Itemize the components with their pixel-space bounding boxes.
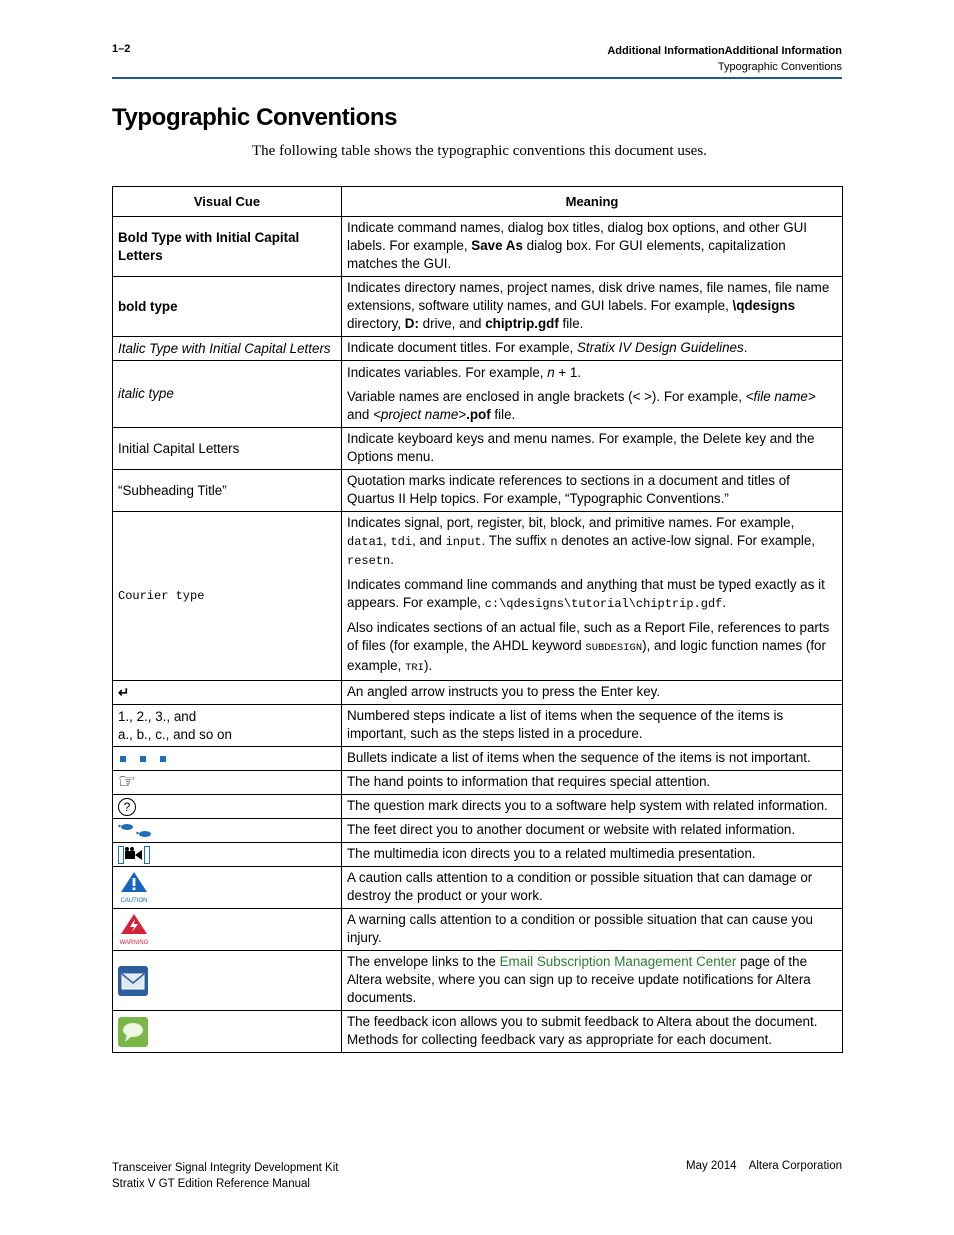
meaning-hand: The hand points to information that requires special attention.: [342, 771, 843, 795]
meaning-warning: A warning calls attention to a condition or possible situation that can cause you injury.: [342, 909, 843, 951]
meaning-italic-initial: Indicate document titles. For example, Stratix IV Design Guidelines.: [342, 337, 843, 361]
envelope-icon[interactable]: [118, 966, 148, 996]
table-row: [113, 428, 843, 470]
cue-bold-initial: Bold Type with Initial Capital Letters: [113, 217, 342, 277]
footer-right: May 2014 Altera Corporation: [686, 1160, 842, 1172]
column-header-meaning: Meaning: [342, 187, 843, 217]
running-header: [607, 43, 842, 75]
section-title: Typographic Conventions: [112, 104, 398, 131]
table-row: [113, 681, 843, 705]
table-row: [113, 867, 843, 909]
warning-icon: WARNING: [118, 913, 150, 947]
table-row: [113, 909, 843, 951]
table-row: [113, 277, 843, 337]
meaning-bold-type: Indicates directory names, project names, disk drive names, file names, file name extensions, software utility names, and GUI labels. For example, \qdesigns directory, D: drive, and chiptrip.gdf file.: [342, 277, 843, 337]
meaning-question: The question mark directs you to a software help system with related information.: [342, 795, 843, 819]
caution-icon: CAUTION: [118, 871, 150, 905]
table-row: [113, 512, 843, 681]
table-row: [113, 361, 843, 428]
cue-italic-type: italic type: [113, 361, 342, 428]
table-row: [113, 843, 843, 867]
table-header-row: [113, 187, 843, 217]
column-header-visual-cue: Visual Cue: [113, 187, 342, 217]
running-header-title: Additional InformationAdditional Information: [607, 45, 842, 57]
table-row: [113, 217, 843, 277]
cue-caution: [113, 867, 342, 909]
multimedia-icon: [118, 846, 150, 864]
footer-doc-subtitle: Stratix V GT Edition Reference Manual: [112, 1178, 310, 1190]
feet-icon: [118, 823, 152, 839]
table-row: [113, 337, 843, 361]
cue-question: [113, 795, 342, 819]
cue-envelope: [113, 951, 342, 1011]
meaning-envelope: The envelope links to the Email Subscription Management Center page of the Altera website, where you can sign up to receive update notifications for Altera documents.: [342, 951, 843, 1011]
cue-bold-type: bold type: [113, 277, 342, 337]
table-row: [113, 771, 843, 795]
page-number: 1–2: [112, 43, 131, 55]
footer-left: [112, 1160, 338, 1192]
cue-subheading: “Subheading Title”: [113, 470, 342, 512]
cue-feedback: [113, 1011, 342, 1053]
cue-warning: [113, 909, 342, 951]
intro-paragraph: The following table shows the typographic conventions this document uses.: [252, 143, 707, 159]
meaning-caution: A caution calls attention to a condition or possible situation that can damage or destroy the product or your work.: [342, 867, 843, 909]
cue-italic-initial: Italic Type with Initial Capital Letters: [113, 337, 342, 361]
meaning-numbered: Numbered steps indicate a list of items when the sequence of the items is important, such as the steps listed in a procedure.: [342, 705, 843, 747]
cue-bullets: [113, 747, 342, 771]
table-row: [113, 705, 843, 747]
table-row: [113, 819, 843, 843]
cue-hand: [113, 771, 342, 795]
meaning-italic-type: Indicates variables. For example, n + 1. Variable names are enclosed in angle brackets (< >). For example, <file name> and <project name>.pof file.: [342, 361, 843, 428]
email-subscription-link[interactable]: Email Subscription Management Center: [499, 954, 737, 969]
bullet-squares-icon: [118, 754, 170, 764]
feedback-icon[interactable]: [118, 1017, 148, 1047]
meaning-feet: The feet direct you to another document or website with related information.: [342, 819, 843, 843]
meaning-subheading: Quotation marks indicate references to sections in a document and titles of Quartus II Help topics. For example, “Typographic Conventions.”: [342, 470, 843, 512]
table-row: [113, 1011, 843, 1053]
cue-initial-caps: Initial Capital Letters: [113, 428, 342, 470]
table-row: [113, 795, 843, 819]
cue-feet: [113, 819, 342, 843]
meaning-courier: Indicates signal, port, register, bit, block, and primitive names. For example, data1, tdi, and input. The suffix n denotes an active-low signal. For example, resetn. Indicates command line commands and anything that must be typed exactly as it appears. For example, c:\qdesigns\tutorial\chiptrip.gdf. Also indicates sections of an actual file, such as a Report File, references to parts of files (for example, the AHDL keyword SUBDESIGN), and logic function names (for example, TRI).: [342, 512, 843, 681]
cue-enter-arrow: [113, 681, 342, 705]
footer-doc-title: Transceiver Signal Integrity Development Kit: [112, 1162, 339, 1174]
meaning-feedback: The feedback icon allows you to submit feedback to Altera about the document. Methods for collecting feedback vary as appropriate for each document.: [342, 1011, 843, 1053]
table-row: [113, 470, 843, 512]
table-row: [113, 951, 843, 1011]
cue-courier: Courier type: [113, 512, 342, 681]
cue-multimedia: [113, 843, 342, 867]
running-header-section: Typographic Conventions: [717, 61, 842, 73]
conventions-table: [112, 186, 843, 1053]
question-mark-icon: ?: [118, 798, 136, 816]
table-row: [113, 747, 843, 771]
meaning-enter: An angled arrow instructs you to press the Enter key.: [342, 681, 843, 705]
enter-arrow-icon: ↵: [118, 684, 130, 700]
hand-pointing-icon: ☞: [118, 769, 136, 793]
meaning-multimedia: The multimedia icon directs you to a related multimedia presentation.: [342, 843, 843, 867]
header-rule: [112, 77, 842, 79]
meaning-bullets: Bullets indicate a list of items when the sequence of the items is not important.: [342, 747, 843, 771]
cue-numbered: 1., 2., 3., and a., b., c., and so on: [113, 705, 342, 747]
meaning-initial-caps: Indicate keyboard keys and menu names. For example, the Delete key and the Options menu.: [342, 428, 843, 470]
meaning-bold-initial: Indicate command names, dialog box titles, dialog box options, and other GUI labels. For example, Save As dialog box. For GUI elements, capitalization matches the GUI.: [342, 217, 843, 277]
